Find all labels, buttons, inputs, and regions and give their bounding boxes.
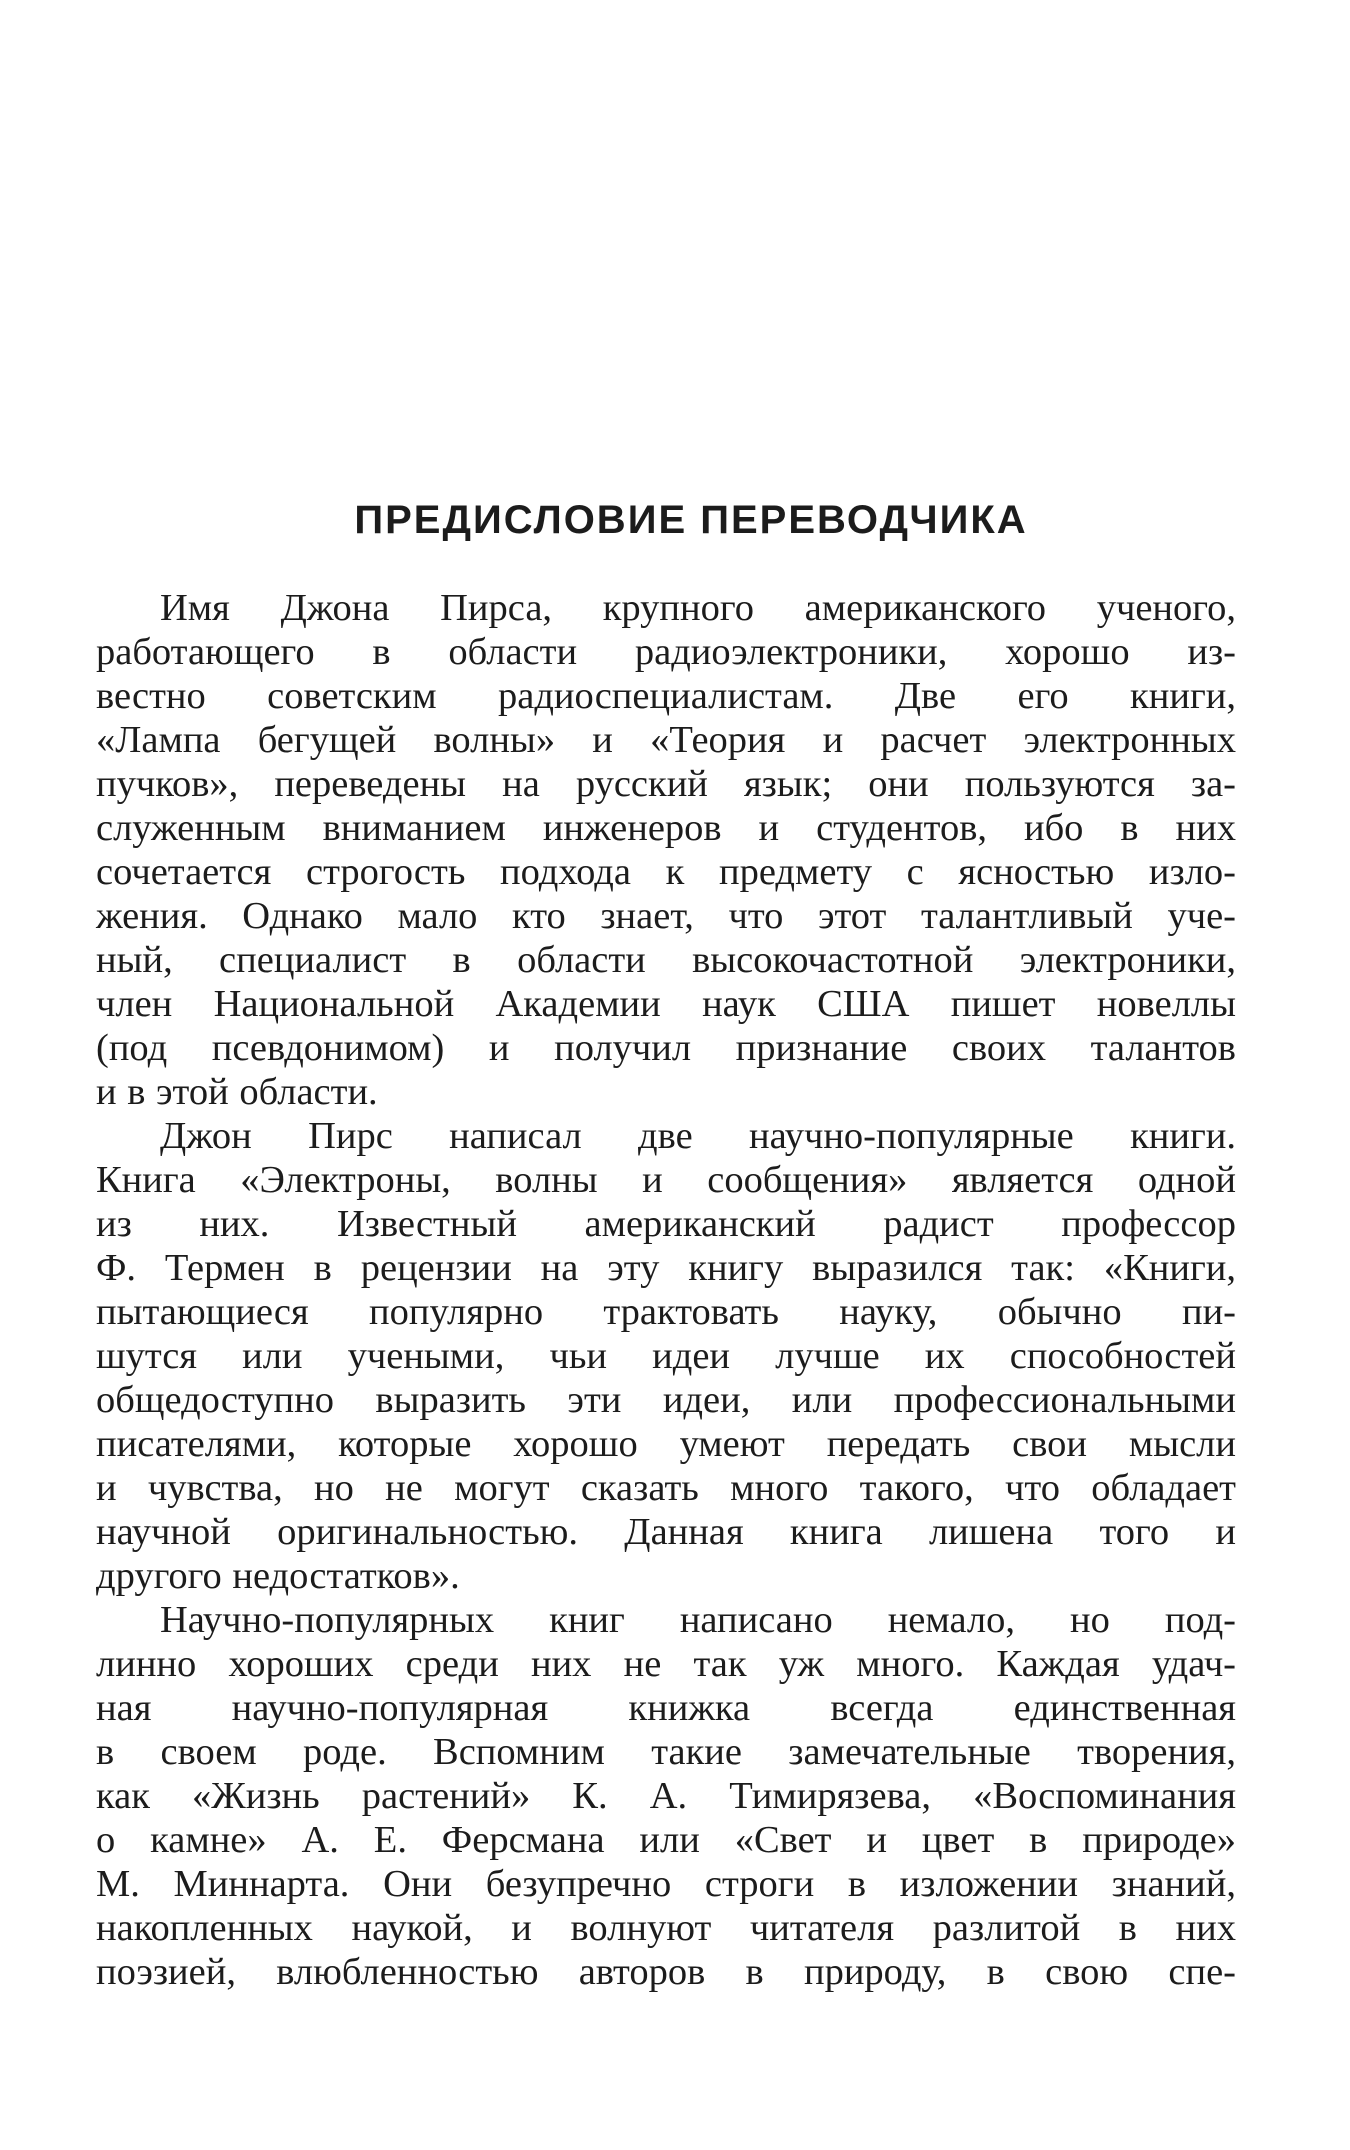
text-line: как «Жизнь растений» К. А. Тимирязева, «Воспоминания <box>96 1775 1236 1817</box>
text-line: М. Миннарта. Они безупречно строги в изложении знаний, <box>96 1863 1236 1905</box>
text-line: и в этой области. <box>96 1071 378 1113</box>
text-line: ный, специалист в области высокочастотной электроники, <box>96 939 1236 981</box>
text-line: линно хороших среди них не так уж много. Каждая удач- <box>96 1643 1236 1685</box>
text-line: о камне» А. Е. Ферсмана или «Свет и цвет в природе» <box>96 1819 1236 1861</box>
text-line: Имя Джона Пирса, крупного американского ученого, <box>160 587 1236 629</box>
paragraph-3 <box>96 1598 1236 1994</box>
text-line: (под псевдонимом) и получил признание своих талантов <box>96 1027 1236 1069</box>
text-line: другого недостатков». <box>96 1555 460 1597</box>
text-line: Научно-популярных книг написано немало, но под- <box>160 1599 1236 1641</box>
text-line: сочетается строгость подхода к предмету с ясностью изло- <box>96 851 1236 893</box>
text-line: Джон Пирс написал две научно-популярные книги. <box>160 1115 1236 1157</box>
page <box>96 496 1236 1994</box>
text-line: вестно советским радиоспециалистам. Две его книги, <box>96 675 1236 717</box>
text-line: в своем роде. Вспомним такие замечательные творения, <box>96 1731 1236 1773</box>
text-line: ная научно-популярная книжка всегда единственная <box>96 1687 1236 1729</box>
paragraph-2 <box>96 1114 1236 1598</box>
text-line: жения. Однако мало кто знает, что этот талантливый уче- <box>96 895 1236 937</box>
page-title: ПРЕДИСЛОВИЕ ПЕРЕВОДЧИКА <box>354 498 1028 542</box>
text-line: поэзией, влюбленностью авторов в природу, в свою спе- <box>96 1951 1236 1993</box>
text-line: накопленных наукой, и волнуют читателя разлитой в них <box>96 1907 1236 1949</box>
text-line: и чувства, но не могут сказать много такого, что обладает <box>96 1467 1236 1509</box>
text-line: писателями, которые хорошо умеют передать свои мысли <box>96 1423 1236 1465</box>
text-line: «Лампа бегущей волны» и «Теория и расчет электронных <box>96 719 1236 761</box>
text-line: общедоступно выразить эти идеи, или профессиональными <box>96 1379 1236 1421</box>
text-line: работающего в области радиоэлектроники, хорошо из- <box>96 631 1236 673</box>
text-line: шутся или учеными, чьи идеи лучше их способностей <box>96 1335 1236 1377</box>
text-line: служенным вниманием инженеров и студентов, ибо в них <box>96 807 1236 849</box>
text-line: из них. Известный американский радист профессор <box>96 1203 1236 1245</box>
text-line: Книга «Электроны, волны и сообщения» является одной <box>96 1159 1236 1201</box>
text-line: член Национальной Академии наук США пишет новеллы <box>96 983 1236 1025</box>
paragraph-1 <box>96 586 1236 1114</box>
text-line: научной оригинальностью. Данная книга лишена того и <box>96 1511 1236 1553</box>
text-line: пучков», переведены на русский язык; они пользуются за- <box>96 763 1236 805</box>
text-line: пытающиеся популярно трактовать науку, обычно пи- <box>96 1291 1236 1333</box>
text-line: Ф. Термен в рецензии на эту книгу выразился так: «Книги, <box>96 1247 1236 1289</box>
